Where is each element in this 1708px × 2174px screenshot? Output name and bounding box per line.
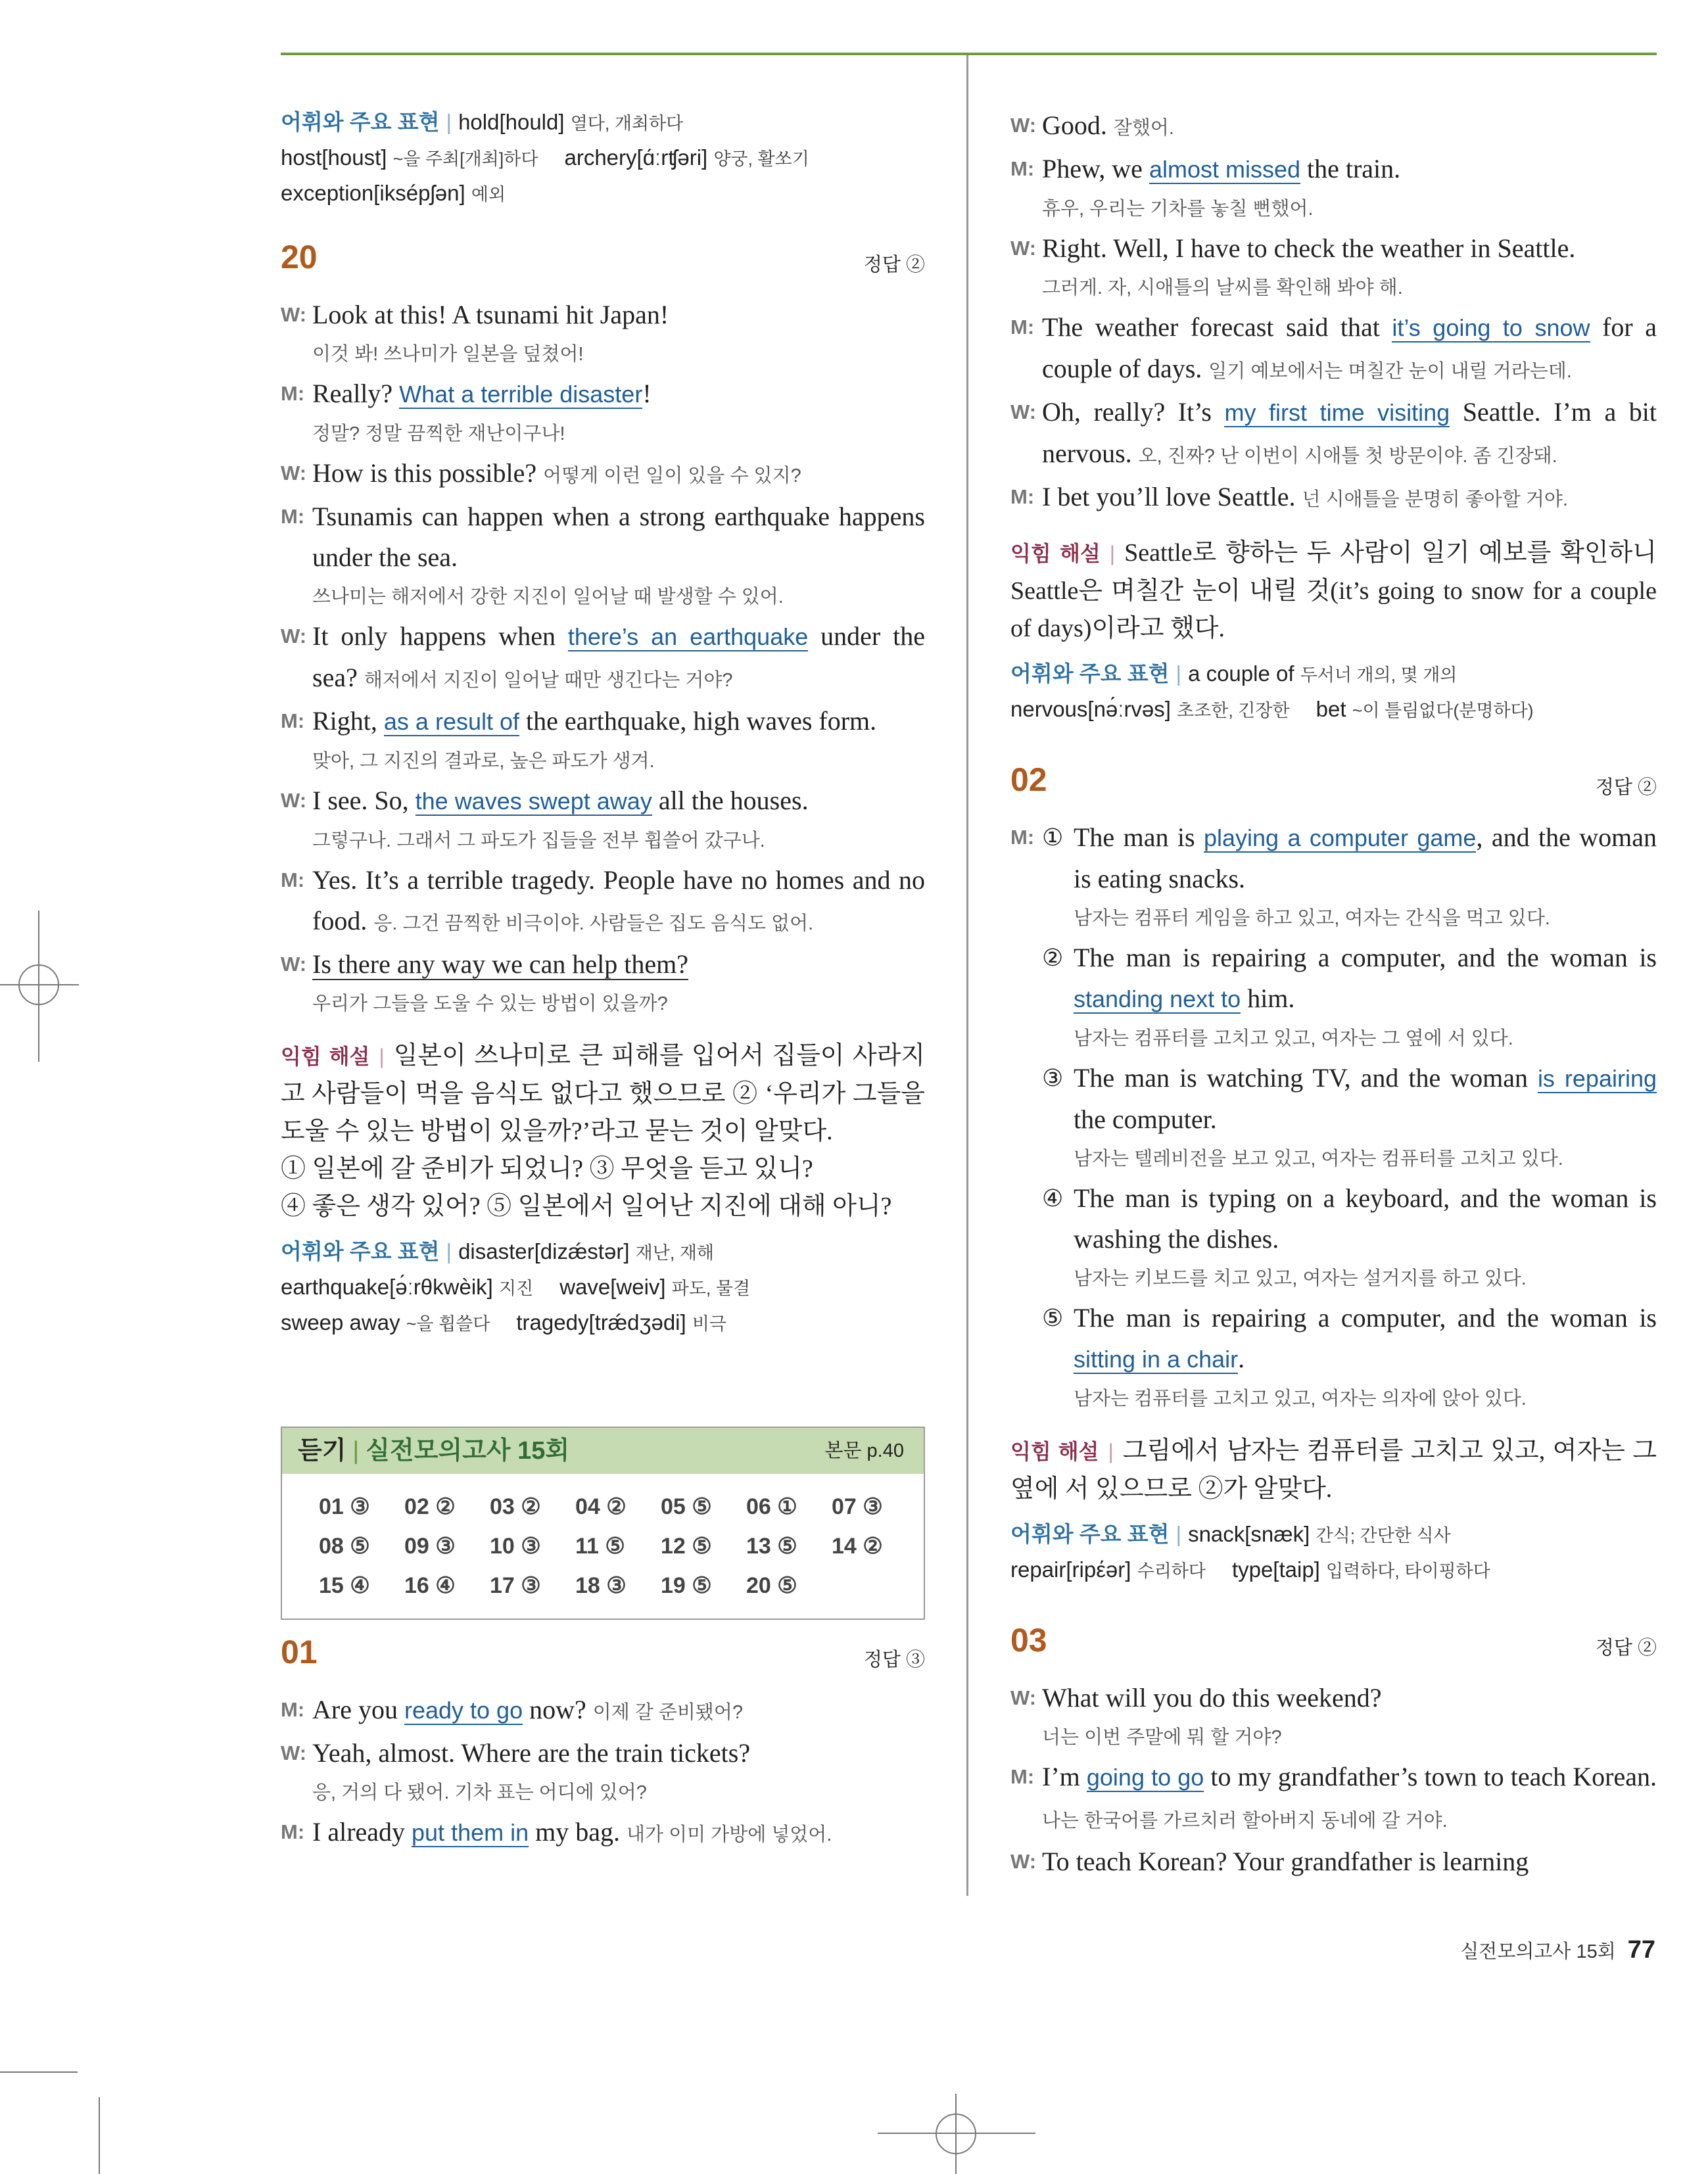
question-number: 03 [1010, 1622, 1047, 1659]
dialog-text: Are you [312, 1695, 404, 1724]
left-column [281, 105, 925, 1855]
dialog-text: the earthquake, high waves form. [519, 706, 877, 736]
dialog-text: all the houses. [652, 786, 809, 815]
dialog-text: Seattle. I’m a bit nervous. [1042, 397, 1657, 468]
dialog-line [281, 780, 925, 822]
blank-answer: ready to go [404, 1697, 523, 1724]
dialog-text: The man is [1074, 822, 1204, 852]
blank-answer: there’s an earthquake [567, 623, 809, 650]
speaker-label: W: [281, 625, 307, 648]
speaker-label: W: [1010, 114, 1037, 137]
speaker-label: W: [1010, 400, 1037, 423]
answer-key-page-ref: 본문 p.40 [824, 1440, 904, 1461]
vocab-meaning: 초조한, 긴장한 [1177, 701, 1290, 721]
dialog-line [281, 860, 925, 944]
answer-cell: 07 ③ [832, 1494, 883, 1519]
speaker-label: W: [1010, 1686, 1037, 1709]
vocab-meaning: ~을 주최[개최]하다 [392, 149, 538, 169]
dialog-text: Tsunamis can happen when a strong earthquake happens under the sea. [312, 502, 925, 572]
vocab-block [281, 1235, 925, 1341]
vocab-block [281, 105, 925, 212]
dialog-line [281, 373, 925, 415]
answer-option [1010, 937, 1657, 1020]
explanation-heading: 익힘 해설 [1010, 1440, 1099, 1463]
dialog-line [1010, 105, 1657, 149]
dialog-text: What will you do this weekend? [1042, 1683, 1382, 1713]
korean-translation: 남자는 컴퓨터를 고치고 있고, 여자는 그 옆에 서 있다. [1074, 1028, 1513, 1049]
explanation [281, 1037, 925, 1150]
explanation-text: Seattle로 향하는 두 사람이 일기 예보를 확인하니 Seattle은 며칠간 눈이 내릴 것(it’s going to snow for a couple of days)이라고 했다. [1010, 539, 1657, 642]
korean-translation: 응, 거의 다 됐어. 기차 표는 어디에 있어? [312, 1782, 647, 1803]
vocab-term: host[houst] [281, 145, 387, 170]
dialog-text: to my grandfather’s town to teach Korean. [1204, 1762, 1657, 1791]
dialog-line [1010, 149, 1657, 190]
answer-cell: 10 ③ [490, 1534, 541, 1559]
dialog-text: The man is typing on a keyboard, and the woman is washing the dishes. [1074, 1183, 1657, 1254]
korean-translation: 일기 예보에서는 며칠간 눈이 내릴 거라는데. [1208, 361, 1572, 382]
column-divider [966, 55, 968, 1896]
blank-answer: almost missed [1149, 156, 1300, 183]
underlined-answer: Is there any way we can help them? [312, 949, 688, 979]
vocab-meaning: 간식; 간단한 식사 [1316, 1526, 1451, 1546]
answer-cell: 18 ③ [575, 1573, 627, 1598]
dialog-text: under the sea? [312, 621, 925, 692]
dialog-line [281, 295, 925, 335]
answer-cell: 17 ③ [490, 1573, 541, 1598]
answer-key-label: 듣기 [298, 1437, 346, 1465]
korean-translation: 너는 이번 주말에 뭐 할 거야? [1042, 1727, 1282, 1748]
vocab-meaning: ~이 틀림없다(분명하다) [1352, 701, 1534, 721]
explanation-divider: | [379, 1045, 385, 1068]
vocab-term: tragedy[trǽdʒədi] [516, 1310, 686, 1335]
dialog-text: my bag. [529, 1817, 627, 1847]
answer-cell: 11 ⑤ [575, 1534, 625, 1559]
vocab-divider: | [446, 110, 452, 134]
explanation [1010, 1432, 1657, 1508]
explanation-text: 일본이 쓰나미로 큰 피해를 입어서 집들이 사라지고 사람들이 먹을 음식도 없다고 했으므로 ② ‘우리가 그들을 도울 수 있는 방법이 있을까?’라고 묻는 것이 알맞다. [281, 1042, 925, 1145]
speaker-label: W: [1010, 237, 1037, 260]
answer-cell: 08 ⑤ [319, 1534, 370, 1559]
vocab-term: earthquake[ə́ːrθkwèik] [281, 1275, 493, 1299]
vocab-term: wave[weiv] [559, 1275, 666, 1299]
blank-answer: sitting in a chair [1074, 1346, 1239, 1373]
korean-translation: 우리가 그들을 도울 수 있는 방법이 있을까? [312, 993, 668, 1014]
dialog-text: Right. Well, I have to check the weather in Seattle. [1042, 233, 1576, 263]
speaker-label: M: [1010, 316, 1035, 339]
answer-key-box [281, 1427, 925, 1620]
answer-cell: 03 ② [490, 1494, 541, 1519]
korean-translation: 어떻게 이런 일이 있을 수 있지? [543, 465, 801, 486]
dialog-text: I bet you’ll love Seattle. [1042, 482, 1302, 511]
speaker-label: M: [281, 382, 305, 405]
dialog-line [281, 1733, 925, 1774]
vocab-divider: | [446, 1239, 452, 1264]
korean-translation: 남자는 컴퓨터를 고치고 있고, 여자는 의자에 앉아 있다. [1074, 1388, 1527, 1409]
speaker-label: M: [281, 868, 305, 891]
speaker-label: M: [281, 709, 305, 732]
vocab-meaning: 재난, 재해 [635, 1243, 715, 1263]
answer-cell: 20 ⑤ [746, 1573, 797, 1598]
speaker-label: M: [1010, 826, 1035, 849]
dialog-text: the computer. [1074, 1104, 1217, 1134]
vocab-meaning: 지진 [499, 1279, 534, 1298]
dialog-text: the train. [1300, 154, 1401, 183]
dialog-text: ! [642, 379, 652, 408]
speaker-label: M: [281, 1820, 305, 1843]
answer-option [1010, 1298, 1657, 1380]
answer-cell: 04 ② [575, 1494, 627, 1519]
vocab-term: archery[ɑ́ːrʧəri] [564, 145, 708, 170]
korean-translation: 맞아, 그 지진의 결과로, 높은 파도가 생겨. [312, 751, 655, 772]
vocab-term: repair[ripέər] [1010, 1557, 1131, 1582]
explanation [1010, 534, 1657, 648]
dialog-line [1010, 307, 1657, 392]
vocab-meaning: 두서너 개의, 몇 개의 [1300, 665, 1458, 685]
blank-answer: my first time visiting [1224, 399, 1450, 426]
page-number: 77 [1627, 1936, 1655, 1964]
right-column [1010, 105, 1657, 1882]
speaker-label: W: [281, 953, 307, 976]
answer-cell: 19 ⑤ [661, 1573, 712, 1598]
speaker-label: M: [1010, 1765, 1035, 1788]
explanation-text: ④ 좋은 생각 있어? ⑤ 일본에서 일어난 지진에 대해 아니? [281, 1193, 892, 1220]
explanation-heading: 익힘 해설 [281, 1045, 370, 1068]
dialog-text: The man is repairing a computer, and the woman is [1074, 1303, 1657, 1333]
section-header [281, 238, 925, 284]
dialog-text: , and the woman is eating snacks. [1074, 822, 1657, 893]
vocab-term: sweep away [281, 1310, 400, 1335]
korean-translation: 내가 이미 가방에 넣었어. [627, 1824, 832, 1845]
dialog-line [281, 1690, 925, 1733]
speaker-label: M: [281, 1698, 305, 1721]
question-number: 20 [281, 239, 318, 275]
answer-label: 정답 ② [1595, 1638, 1657, 1659]
option-number: ④ [1042, 1185, 1064, 1212]
dialog-text: Right, [312, 706, 384, 736]
dialog-text: I’m [1042, 1762, 1087, 1791]
dialog-text: It only happens when [312, 621, 568, 651]
vocab-meaning: 예외 [471, 185, 506, 204]
dialog-line [281, 496, 925, 578]
blank-answer: standing next to [1074, 985, 1241, 1012]
korean-translation: 넌 시애틀을 분명히 좋아할 거야. [1302, 489, 1568, 510]
answer-cell: 02 ② [404, 1494, 456, 1519]
blank-answer: going to go [1086, 1764, 1204, 1791]
explanation-divider: | [1109, 542, 1116, 565]
dialog-line [281, 701, 925, 742]
vocab-heading: 어휘와 주요 표현 [281, 110, 440, 134]
vocab-block [1010, 657, 1657, 728]
dialog-line [281, 453, 925, 496]
vocab-term: bet [1316, 697, 1346, 721]
page-footer [1460, 1936, 1655, 1964]
dialog-text: The man is repairing a computer, and the woman is [1074, 943, 1657, 972]
vocab-meaning: 비극 [692, 1314, 727, 1334]
dialog-line [1010, 1757, 1657, 1841]
answer-cell: 01 ③ [319, 1494, 370, 1519]
korean-translation: 그러게. 자, 시애틀의 날씨를 확인해 봐야 해. [1042, 277, 1403, 298]
vocab-meaning: 수리하다 [1137, 1561, 1206, 1581]
explanation [281, 1188, 925, 1225]
korean-translation: 이제 갈 준비됐어? [592, 1702, 744, 1723]
vocab-meaning: 양궁, 활쏘기 [713, 149, 809, 169]
answer-cell: 13 ⑤ [746, 1534, 797, 1559]
dialog-text: I see. So, [312, 786, 415, 815]
dialog-line [281, 944, 925, 985]
speaker-label: M: [1010, 157, 1035, 180]
dialog-text: for a couple of days. [1042, 312, 1657, 383]
answer-label: 정답 ② [863, 254, 925, 275]
vocab-term: disaster[dizǽstər] [458, 1239, 630, 1264]
korean-translation: 응. 그건 끔찍한 비극이야. 사람들은 집도 음식도 없어. [373, 913, 814, 934]
dialog-line [1010, 392, 1657, 477]
korean-translation: 오, 진짜? 난 이번이 시애틀 첫 방문이야. 좀 긴장돼. [1138, 446, 1557, 467]
korean-translation: 남자는 컴퓨터 게임을 하고 있고, 여자는 간식을 먹고 있다. [1074, 908, 1550, 929]
answer-option [1010, 1178, 1657, 1260]
dialog-text: The weather forecast said that [1042, 312, 1392, 342]
korean-translation: 그렇구나. 그래서 그 파도가 집들을 전부 휩쓸어 갔구나. [312, 830, 765, 851]
vocab-term: exception[iksépʃən] [281, 181, 465, 205]
vocab-term: hold[hould] [458, 110, 565, 134]
dialog-line [1010, 1841, 1657, 1882]
vocab-divider: | [1175, 1522, 1182, 1546]
blank-answer: as a result of [383, 708, 520, 735]
speaker-label: W: [281, 789, 307, 812]
korean-translation: 이것 봐! 쓰나미가 일본을 덮쳤어! [312, 344, 584, 365]
dialog-text: Really? [312, 379, 400, 408]
section-header [1010, 761, 1657, 807]
vocab-meaning: 입력하다, 타이핑하다 [1326, 1561, 1490, 1581]
speaker-label: M: [1010, 485, 1035, 508]
dialog-text: To teach Korean? Your grandfather is learning [1042, 1847, 1529, 1876]
answer-key-header [282, 1428, 924, 1474]
korean-translation: 휴우, 우리는 기차를 놓칠 뻔했어. [1042, 199, 1314, 220]
dialog-text: now? [523, 1695, 593, 1724]
vocab-divider: | [1175, 661, 1182, 686]
blank-answer: the waves swept away [415, 788, 652, 815]
korean-translation: 남자는 텔레비전을 보고 있고, 여자는 컴퓨터를 고치고 있다. [1074, 1148, 1563, 1170]
answer-option [1010, 1058, 1657, 1140]
option-number: ⑤ [1042, 1305, 1064, 1331]
dialog-line [1010, 228, 1657, 269]
dialog-text: Good. [1042, 110, 1114, 140]
answer-label: 정답 ② [1595, 777, 1657, 798]
answer-key-title: 실전모의고사 15회 [366, 1437, 570, 1465]
vocab-meaning: ~을 휩쓸다 [406, 1314, 490, 1334]
dialog-text: . [1238, 1344, 1245, 1373]
question-number: 01 [281, 1634, 318, 1670]
dialog-line [1010, 477, 1657, 520]
speaker-label: W: [1010, 1850, 1037, 1873]
option-number: ③ [1042, 1065, 1064, 1091]
explanation-text: 그림에서 남자는 컴퓨터를 고치고 있고, 여자는 그 옆에 서 있으므로 ②가 알맞다. [1010, 1437, 1657, 1503]
option-number: ② [1042, 945, 1064, 971]
answer-cell: 14 ② [832, 1534, 883, 1559]
speaker-label: W: [281, 303, 307, 326]
explanation-heading: 익힘 해설 [1010, 542, 1101, 565]
blank-answer: put them in [412, 1819, 529, 1846]
korean-translation: 나는 한국어를 가르치러 할아버지 동네에 갈 거야. [1042, 1810, 1448, 1831]
speaker-label: W: [281, 1741, 307, 1764]
dialog-line [281, 1812, 925, 1855]
explanation-text: ① 일본에 갈 준비가 되었니? ③ 무엇을 듣고 있니? [281, 1155, 813, 1183]
answer-cell: 05 ⑤ [661, 1494, 712, 1519]
answer-key-divider: | [352, 1437, 360, 1465]
question-number: 02 [1010, 761, 1047, 798]
dialog-text: The man is watching TV, and the woman [1074, 1063, 1538, 1093]
top-rule [281, 53, 1657, 55]
section-header [1010, 1621, 1657, 1667]
korean-translation: 정말? 정말 끔찍한 재난이구나! [312, 423, 565, 444]
korean-translation: 쓰나미는 해저에서 강한 지진이 일어날 때 발생할 수 있어. [312, 586, 784, 607]
explanation-divider: | [1108, 1440, 1114, 1463]
speaker-label: W: [281, 461, 307, 484]
option-number: ① [1042, 824, 1064, 851]
korean-translation: 해저에서 지진이 일어날 때만 생긴다는 거야? [364, 670, 733, 691]
korean-translation: 잘했어. [1113, 118, 1174, 139]
korean-translation: 남자는 키보드를 치고 있고, 여자는 설거지를 하고 있다. [1074, 1268, 1527, 1289]
footer-title: 실전모의고사 15회 [1460, 1941, 1616, 1962]
explanation [281, 1150, 925, 1188]
vocab-heading: 어휘와 주요 표현 [1010, 661, 1170, 686]
vocab-meaning: 파도, 물결 [671, 1279, 751, 1298]
vocab-meaning: 열다, 개최하다 [570, 114, 684, 133]
dialog-text: How is this possible? [312, 458, 544, 488]
dialog-line [1010, 1678, 1657, 1718]
answer-cell: 09 ③ [404, 1534, 456, 1559]
answer-option [1010, 817, 1657, 899]
dialog-text: him. [1241, 983, 1295, 1013]
answer-grid [282, 1474, 924, 1619]
vocab-heading: 어휘와 주요 표현 [281, 1239, 440, 1264]
answer-cell: 16 ④ [404, 1573, 456, 1598]
answer-label: 정답 ③ [863, 1649, 925, 1670]
vocab-heading: 어휘와 주요 표현 [1010, 1522, 1170, 1546]
speaker-label: M: [281, 505, 305, 528]
vocab-term: nervous[nə́ːrvəs] [1010, 697, 1171, 721]
answer-cell: 06 ① [746, 1494, 797, 1519]
blank-answer: What a terrible disaster [399, 381, 643, 408]
vocab-term: type[taip] [1231, 1557, 1320, 1582]
blank-answer: playing a computer game [1203, 824, 1477, 851]
dialog-text: Yeah, almost. Where are the train tickets? [312, 1738, 751, 1768]
blank-answer: is repairing [1537, 1065, 1657, 1092]
dialog-text: Look at this! A tsunami hit Japan! [312, 300, 669, 329]
vocab-term: a couple of [1188, 661, 1294, 686]
dialog-text: Oh, really? It’s [1042, 397, 1225, 427]
answer-cell: 12 ⑤ [661, 1534, 712, 1559]
vocab-term: snack[snæk] [1188, 1522, 1310, 1546]
blank-answer: it’s going to snow [1392, 314, 1590, 341]
vocab-block [1010, 1517, 1657, 1588]
dialog-text: I already [312, 1817, 412, 1847]
section-header [281, 1633, 925, 1679]
dialog-text: Phew, we [1042, 154, 1149, 183]
answer-cell: 15 ④ [319, 1573, 370, 1598]
dialog-text: Yes. It’s a terrible tragedy. People have no homes and no food. [312, 865, 925, 935]
dialog-line [281, 616, 925, 701]
